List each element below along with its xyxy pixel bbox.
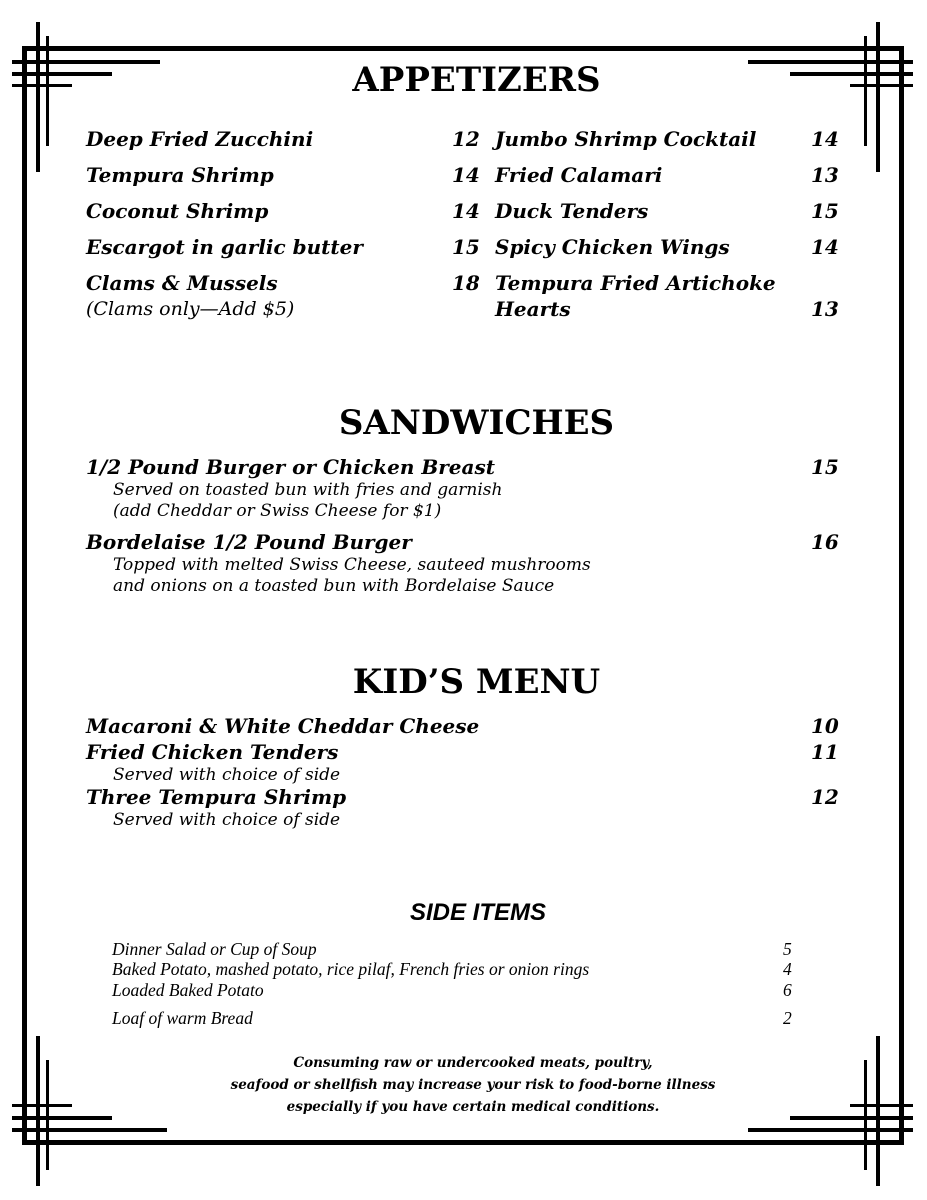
menu-item-name: Duck Tenders [495,199,649,223]
kids-menu-heading: KID’S MENU [352,662,601,702]
menu-item-price: 15 [452,235,480,259]
menu-item-note: (Clams only—Add $5) [86,298,295,320]
side-item-name: Dinner Salad or Cup of Soup [112,939,317,959]
menu-item-price: 13 [811,297,839,321]
appetizers-heading: APPETIZERS [352,60,601,100]
side-item-name: Loaf of warm Bread [112,1008,253,1028]
side-item-price: 2 [783,1008,792,1028]
menu-item-description: (add Cheddar or Swiss Cheese for $1) [113,501,442,521]
menu-item-name: Tempura Shrimp [86,163,274,187]
food-safety-disclaimer [150,1052,796,1118]
border-left [22,46,27,1145]
menu-item-name: Escargot in garlic butter [86,235,363,259]
menu-item-price: 14 [452,199,480,223]
menu-item-price: 14 [811,235,839,259]
menu-item-price: 14 [452,163,480,187]
menu-item-name: Jumbo Shrimp Cocktail [495,127,757,151]
menu-item-name: Spicy Chicken Wings [495,235,730,259]
menu-item-price: 14 [811,127,839,151]
menu-item-price: 12 [452,127,480,151]
menu-item-price: 18 [452,271,480,295]
menu-item-name-continued: Hearts [495,297,571,321]
menu-item-name: Fried Chicken Tenders [86,740,339,764]
border-bottom [22,1140,904,1145]
sandwiches-heading: SANDWICHES [338,403,615,443]
menu-item-name: 1/2 Pound Burger or Chicken Breast [86,455,495,479]
menu-item-name: Bordelaise 1/2 Pound Burger [86,530,412,554]
menu-item-description: Served with choice of side [113,810,341,830]
menu-item-price: 16 [811,530,839,554]
menu-item-price: 15 [811,455,839,479]
side-item-price: 4 [783,959,792,979]
menu-item-name: Macaroni & White Cheddar Cheese [86,714,480,738]
side-item-name: Baked Potato, mashed potato, rice pilaf, French fries or onion rings [112,959,590,979]
disclaimer-line: Consuming raw or undercooked meats, poultry, [293,1055,653,1071]
menu-item-description: Topped with melted Swiss Cheese, sauteed mushrooms [113,555,591,575]
side-item-name: Loaded Baked Potato [112,980,264,1000]
border-right [899,46,904,1145]
menu-item-description: Served on toasted bun with fries and garnish [113,480,503,500]
menu-item-description: Served with choice of side [113,765,341,785]
menu-item-price: 10 [811,714,839,738]
disclaimer-line: seafood or shellfish may increase your risk to food-borne illness [230,1077,716,1093]
menu-item-name: Tempura Fried Artichoke [495,271,776,295]
menu-item-price: 11 [811,740,839,764]
disclaimer-line: especially if you have certain medical conditions. [286,1099,660,1115]
menu-item-name: Three Tempura Shrimp [86,785,347,809]
menu-item-name: Fried Calamari [495,163,663,187]
border-top [22,46,904,51]
side-item-price: 6 [783,980,792,1000]
menu-item-price: 13 [811,163,839,187]
side-items-heading: SIDE ITEMS [409,899,547,926]
menu-item-name: Deep Fried Zucchini [86,127,314,151]
side-item-price: 5 [783,939,792,959]
menu-item-price: 12 [811,785,839,809]
menu-item-price: 15 [811,199,839,223]
menu-item-description: and onions on a toasted bun with Bordelaise Sauce [113,576,555,596]
menu-item-name: Coconut Shrimp [86,199,269,223]
menu-item-name: Clams & Mussels [86,271,278,295]
